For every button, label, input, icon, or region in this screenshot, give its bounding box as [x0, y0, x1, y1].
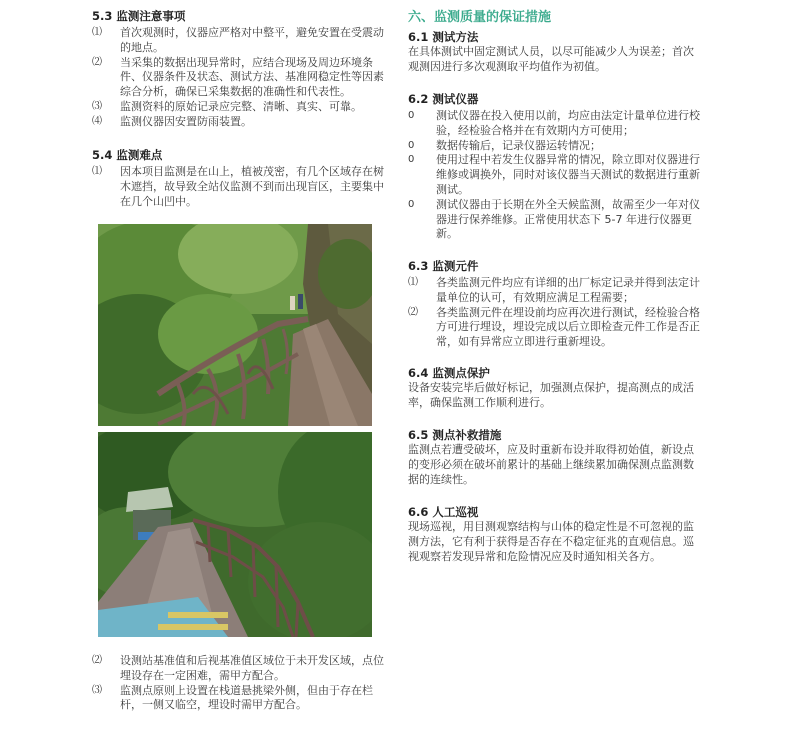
item-number: ⑵ [92, 655, 102, 666]
section-6-2-heading: 6.2 测试仪器 [408, 92, 479, 106]
item-number: ⑵ [408, 306, 418, 318]
item-text: 首次观测时，仪器应严格对中整平，避免安置在受震动的地点。 [120, 26, 384, 54]
section-5-4-heading: 5.4 监测难点 [92, 148, 163, 162]
item-number: ⑵ [92, 56, 102, 68]
list-item [92, 56, 384, 100]
section-6-6 [408, 504, 704, 564]
section-6-4 [408, 365, 704, 411]
photo-paved-path [98, 432, 372, 637]
item-text: 当采集的数据出现异常时，应结合现场及周边环境条件、仪器条件及状态、测试方法、基准网稳定性等因素综合分析，确保已采集数据的准确性和代表性。 [120, 55, 384, 99]
list-item [408, 109, 704, 139]
list-item [408, 153, 704, 197]
item-number: ⑶ [92, 684, 102, 696]
path-photo-image [98, 432, 372, 637]
item-text: 使用过程中若发生仪器异常的情况，除立即对仪器进行维修或调换外，同时对该仪器当天测试的数据进行重新测试。 [436, 153, 700, 196]
section-6-1-body: 在具体测试中固定测试人员，以尽可能减少人为误差；首次观测因进行多次观测取平均值作为初值。 [408, 45, 694, 73]
item-text: 各类监测元件在埋设前均应再次进行测试，经检验合格方可进行埋设，埋设完成以后立即检查元件工作是否正常，如有异常应立即进行重新埋设。 [436, 305, 700, 349]
section-6-1 [408, 29, 704, 75]
section-6-2 [408, 91, 704, 242]
list-item [408, 276, 704, 306]
item-number: ⑷ [92, 115, 102, 127]
item-text: 监测点原则上设置在栈道悬挑梁外侧，但由于存在栏杆，一侧又临空，埋设时需甲方配合。 [120, 683, 373, 712]
item-number: ⑶ [92, 100, 102, 112]
item-text: 因本项目监测是在山上，植被茂密，有几个区域存在树木遮挡，故导致全站仪监测不到而出现盲区，主要集中在几个山凹中。 [120, 165, 384, 208]
section-6-4-heading: 6.4 监测点保护 [408, 366, 490, 380]
section-6-4-body: 设备安装完毕后做好标记，加强测点保护，提高测点的成活率，确保监测工作顺利进行。 [408, 381, 694, 409]
list-item [92, 654, 384, 684]
item-number: ⑴ [408, 277, 418, 288]
section-5-4 [92, 147, 384, 209]
chapter-6-title: 六、监测质量的保证措施 [408, 10, 552, 25]
item-text: 监测资料的原始记录应完整、清晰、真实、可靠。 [120, 99, 362, 113]
section-5-3-heading: 5.3 监测注意事项 [92, 9, 186, 23]
section-5-4-continued [92, 654, 384, 713]
section-6-1-heading: 6.1 测试方法 [408, 30, 479, 44]
section-6-6-body: 现场巡视，用目测观察结构与山体的稳定性是不可忽视的监测方法，它有利于获得是否存在不稳定征兆的直观信息。巡视观察若发现异常和危险情况应及时通知相关各方。 [408, 520, 694, 563]
list-item [92, 684, 384, 714]
photo-mountain-walkway [98, 224, 372, 426]
section-6-5-heading: 6.5 测点补救措施 [408, 428, 502, 442]
list-item [408, 139, 704, 154]
walkway-photo-image [98, 224, 372, 426]
list-item [408, 306, 704, 350]
item-number: 0 [408, 154, 415, 166]
item-text: 测试仪器在投入使用以前，均应由法定计量单位进行校验，经检验合格并在有效期内方可使用； [436, 109, 700, 137]
section-6-5 [408, 427, 704, 487]
item-number: ⑴ [92, 166, 102, 177]
section-6-3 [408, 258, 704, 350]
list-item [92, 165, 384, 209]
list-item [92, 26, 384, 56]
list-item [92, 115, 384, 130]
section-6-3-heading: 6.3 监测元件 [408, 259, 479, 273]
section-5-3 [92, 8, 384, 130]
item-number: 0 [408, 110, 415, 121]
section-6-6-heading: 6.6 人工巡视 [408, 505, 479, 519]
list-item [408, 198, 704, 242]
item-text: 设测站基准值和后视基准值区域位于未开发区域，点位埋设存在一定困难，需甲方配合。 [120, 654, 384, 682]
item-text: 各类监测元件均应有详细的出厂标定记录并得到法定计量单位的认可，有效期应满足工程需要； [436, 276, 700, 304]
section-6-5-body: 监测点若遭受破坏，应及时重新布设并取得初始值，新设点的变形必须在破坏前累计的基础上继续累加确保测点监测数据的连续性。 [408, 443, 694, 486]
list-item [92, 100, 384, 115]
item-number: 0 [408, 198, 415, 210]
item-text: 监测仪器因安置防雨装置。 [120, 114, 252, 128]
item-number: 0 [408, 139, 415, 151]
item-text: 测试仪器由于长期在外全天候监测，故需至少一年对仪器进行保养维修。正常使用状态下 5-7 年进行仪器更新。 [436, 197, 700, 241]
item-number: ⑴ [92, 27, 102, 38]
item-text: 数据传输后，记录仪器运转情况； [436, 138, 601, 152]
